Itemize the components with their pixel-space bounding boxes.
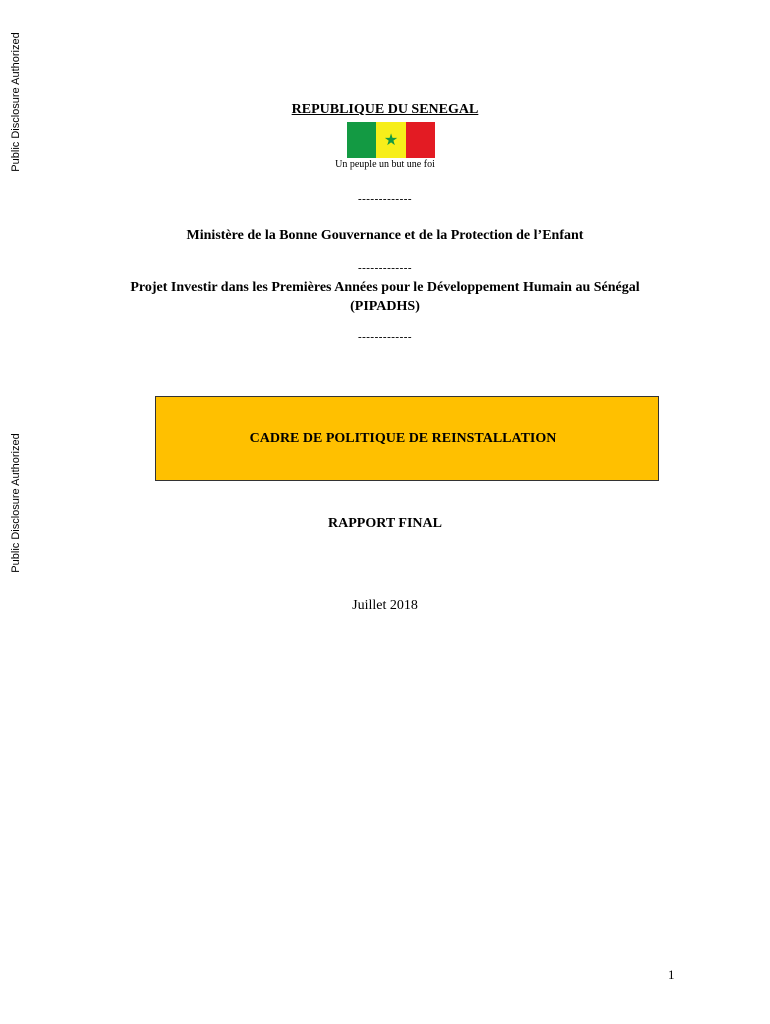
senegal-flag — [347, 122, 435, 158]
project-name-line1: Projet Investir dans les Premières Années pour le Développement Humain au Sénégal — [130, 280, 640, 295]
report-status: RAPPORT FINAL — [328, 516, 442, 531]
star-icon: ★ — [383, 130, 399, 149]
margin-label-top: Public Disclosure Authorized — [10, 32, 22, 172]
margin-label-middle: Public Disclosure Authorized — [10, 433, 22, 573]
separator-second: ------------- — [357, 262, 413, 274]
document-date: Juillet 2018 — [352, 598, 418, 613]
ministry-name: Ministère de la Bonne Gouvernance et de la Protection de l’Enfant — [186, 228, 584, 243]
national-motto: Un peuple un but une foi — [335, 159, 435, 170]
flag-band-red — [406, 122, 435, 158]
flag-band-yellow — [376, 122, 405, 158]
document-title-box — [155, 396, 659, 481]
separator-first: ------------- — [357, 193, 413, 205]
separator-third: ------------- — [357, 331, 413, 343]
document-title: CADRE DE POLITIQUE DE REINSTALLATION — [249, 430, 557, 446]
project-name — [0, 278, 770, 316]
page-number: 1 — [668, 967, 675, 982]
project-acronym: (PIPADHS) — [350, 299, 420, 314]
republic-heading: REPUBLIQUE DU SENEGAL — [291, 102, 479, 117]
flag-band-green — [347, 122, 376, 158]
